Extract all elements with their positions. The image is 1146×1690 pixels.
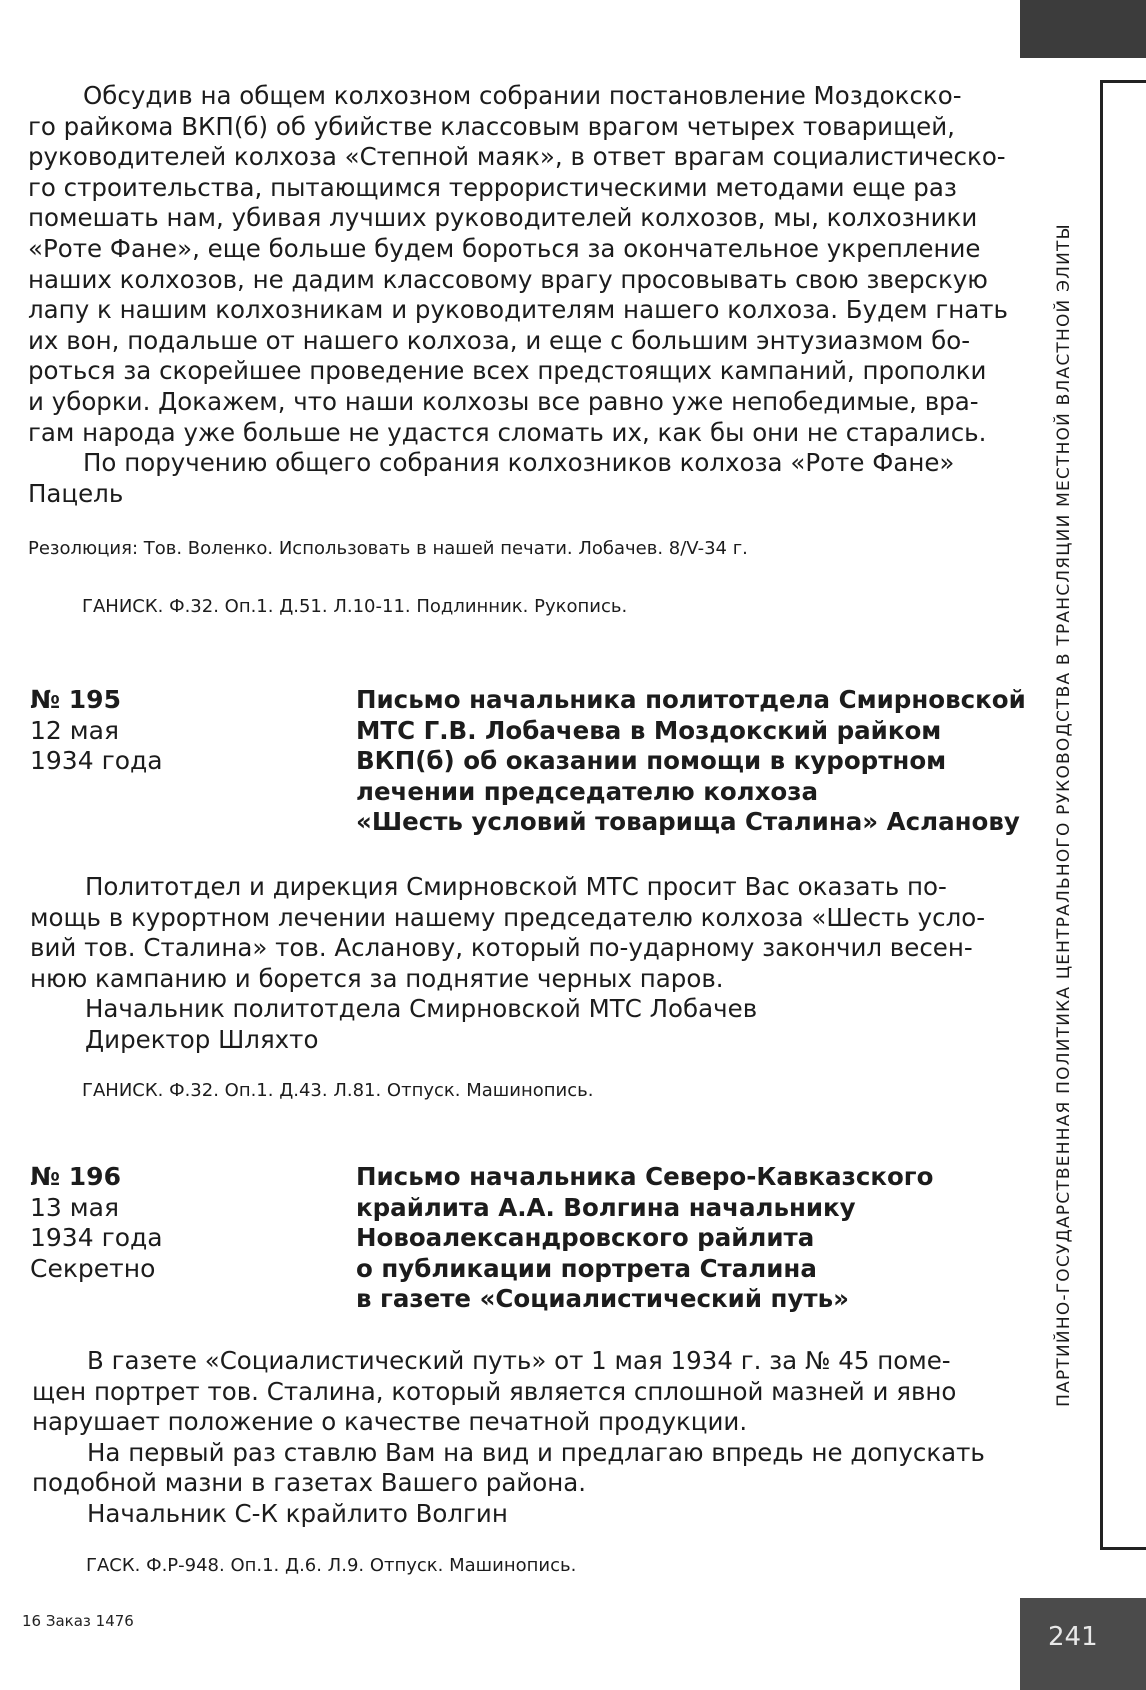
text-line: наших колхозов, не дадим классовому врагу просовывать свою зверскую — [28, 264, 988, 294]
doc-number: № 196 — [30, 1162, 121, 1191]
text-line: гам народа уже больше не удастся сломать их, как бы они не старались. — [28, 417, 987, 447]
text-line: «Роте Фане», еще больше будем бороться за окончательное укрепление — [28, 233, 981, 263]
doc-classification: Секретно — [30, 1253, 156, 1283]
archive-reference: ГАНИСК. Ф.32. Оп.1. Д.51. Л.10-11. Подлинник. Рукопись. — [82, 596, 628, 617]
closing-line: По поручению общего собрания колхозников колхоза «Роте Фане» — [83, 448, 955, 478]
signature: Директор Шляхто — [85, 1024, 319, 1054]
doc-196-title — [356, 1162, 1026, 1315]
text-line: помешать нам, убивая лучших руководителей колхозов, мы, колхозники — [28, 203, 978, 233]
corner-tab — [1020, 0, 1146, 58]
title-line: МТС Г.В. Лобачева в Моздокский райком — [356, 715, 942, 745]
signature: Начальник С-К крайлито Волгин — [87, 1498, 508, 1528]
title-line: ВКП(б) об оказании помощи в курортном — [356, 746, 947, 776]
text-line: го райкома ВКП(б) об убийстве классовым врагом четырех товарищей, — [28, 111, 955, 141]
text-line: мощь в курортном лечении нашему председателю колхоза «Шесть усло- — [30, 902, 986, 932]
text-line: Обсудив на общем колхозном собрании постановление Моздокско- — [83, 81, 962, 110]
doc-195-meta — [30, 685, 163, 777]
text-line: подобной мазни в газетах Вашего района. — [32, 1468, 587, 1498]
print-mark: 16 Заказ 1476 — [22, 1612, 134, 1630]
doc-196-meta — [30, 1162, 163, 1284]
archive-reference: ГАСК. Ф.Р-948. Оп.1. Д.6. Л.9. Отпуск. Машинопись. — [86, 1555, 577, 1576]
text-line: щен портрет тов. Сталина, который является сплошной мазней и явно — [32, 1376, 957, 1406]
title-line: Письмо начальника политотдела Смирновской — [356, 685, 1026, 714]
text-line: роться за скорейшее проведение всех предстоящих кампаний, прополки — [28, 356, 987, 386]
text-line: В газете «Социалистический путь» от 1 мая 1934 г. за № 45 поме- — [87, 1346, 951, 1375]
text-line: нюю кампанию и борется за поднятие черных паров. — [30, 963, 724, 993]
doc-year: 1934 года — [30, 1223, 163, 1253]
text-line: го строительства, пытающимся террористическими методами еще раз — [28, 172, 957, 202]
text-line: нарушает положение о качестве печатной продукции. — [32, 1407, 748, 1437]
archive-reference: ГАНИСК. Ф.32. Оп.1. Д.43. Л.81. Отпуск. Машинопись. — [82, 1080, 594, 1101]
title-line: о публикации портрета Сталина — [356, 1253, 817, 1283]
signature: Начальник политотдела Смирновской МТС Лобачев — [85, 994, 758, 1024]
text-line: Политотдел и дирекция Смирновской МТС просит Вас оказать по- — [85, 872, 947, 901]
title-line: Письмо начальника Северо-Кавказского — [356, 1162, 934, 1191]
doc-195-body — [30, 872, 1020, 1056]
doc-date: 13 мая — [30, 1192, 119, 1222]
side-frame — [1100, 80, 1146, 1550]
top-letter-body — [28, 81, 1018, 509]
text-line: их вон, подальше от нашего колхоза, и еще с большим энтузиазмом бо- — [28, 325, 971, 355]
title-line: «Шесть условий товарища Сталина» Асланову — [356, 807, 1020, 837]
resolution-note: Резолюция: Тов. Воленко. Использовать в нашей печати. Лобачев. 8/V-34 г. — [28, 538, 748, 559]
page-number: 241 — [1020, 1598, 1146, 1690]
title-line: лечении председателю колхоза — [356, 776, 819, 806]
doc-date: 12 мая — [30, 715, 119, 745]
text-line: и уборки. Докажем, что наши колхозы все равно уже непобедимые, вра- — [28, 386, 979, 416]
title-line: Новоалександровского райлита — [356, 1223, 815, 1253]
doc-195-title — [356, 685, 1026, 838]
title-line: крайлита А.А. Волгина начальнику — [356, 1192, 856, 1222]
doc-number: № 195 — [30, 685, 121, 714]
doc-year: 1934 года — [30, 746, 163, 776]
text-line: На первый раз ставлю Вам на вид и предлагаю впредь не допускать — [87, 1437, 985, 1467]
signature: Пацель — [28, 478, 124, 508]
text-line: руководителей колхоза «Степной маяк», в ответ врагам социалистическо- — [28, 142, 1006, 172]
doc-196-body — [32, 1346, 1022, 1530]
title-line: в газете «Социалистический путь» — [356, 1284, 849, 1314]
running-title: ПАРТИЙНО-ГОСУДАРСТВЕННАЯ ПОЛИТИКА ЦЕНТРАЛЬНОГО РУКОВОДСТВА В ТРАНСЛЯЦИИ МЕСТНОЙ ВЛАСТНОЙ ЭЛИТЫ — [1054, 223, 1074, 1407]
text-line: вий тов. Сталина» тов. Асланову, который по-ударному закончил весен- — [30, 933, 973, 963]
text-line: лапу к нашим колхозникам и руководителям нашего колхоза. Будем гнать — [28, 295, 1008, 325]
